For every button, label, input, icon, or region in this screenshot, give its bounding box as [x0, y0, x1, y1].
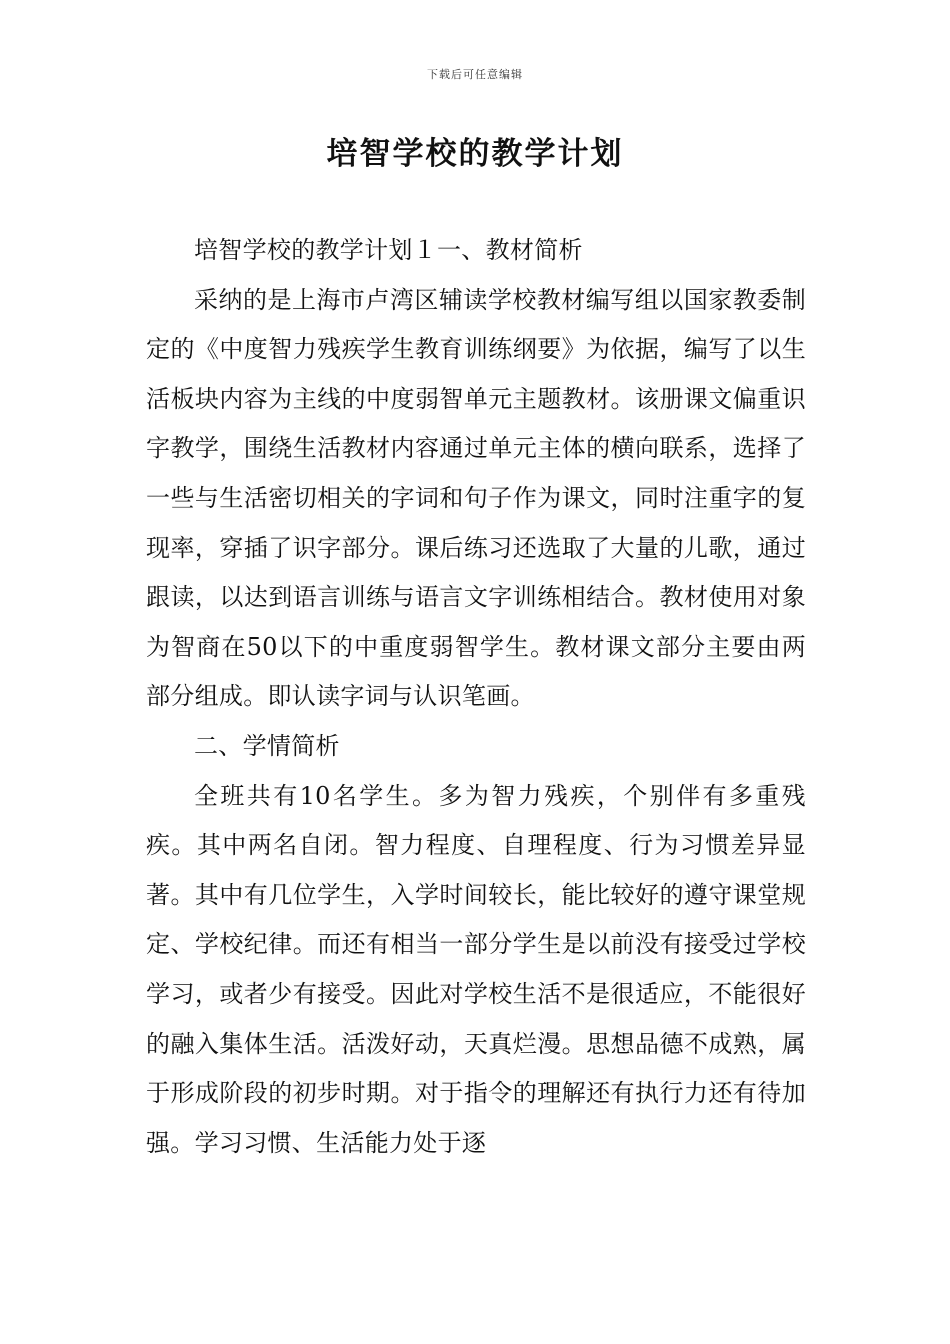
paragraph-section-1-heading: 培智学校的教学计划１一、教材简析 [194, 236, 583, 264]
header-note: 下载后可任意编辑 [427, 68, 523, 81]
paragraph-section-2-heading: 二、学情简析 [194, 731, 340, 760]
paragraph-student-analysis: 全班共有10名学生。多为智力残疾，个别伴有多重残疾。其中两名自闭。智力程度、自理程度、行为习惯差异显著。其中有几位学生，入学时间较长，能比较好的遵守课堂规定、学校纪律。而还有相当一部分学生是以前没有接受过学校学习，或者少有接受。因此对学校生活不是很适应，不能很好的融入集体生活。活泼好动，天真烂漫。思想品德不成熟，属于形成阶段的初步时期。对于指令的理解还有执行力还有待加强。学习习惯、生活能力处于逐 [146, 781, 806, 1157]
document-title: 培智学校的教学计划 [326, 136, 624, 172]
document-body [146, 226, 806, 1168]
paragraph-textbook-analysis: 采纳的是上海市卢湾区辅读学校教材编写组以国家教委制定的《中度智力残疾学生教育训练纲要》为依据，编写了以生活板块内容为主线的中度弱智单元主题教材。该册课文偏重识字教学，围绕生活教材内容通过单元主体的横向联系，选择了一些与生活密切相关的字词和句子作为课文，同时注重字的复现率，穿插了识字部分。课后练习还选取了大量的儿歌，通过跟读，以达到语言训练与语言文字训练相结合。教材使用对象为智商在50以下的中重度弱智学生。教材课文部分主要由两部分组成。即认读字词与认识笔画。 [146, 285, 806, 711]
